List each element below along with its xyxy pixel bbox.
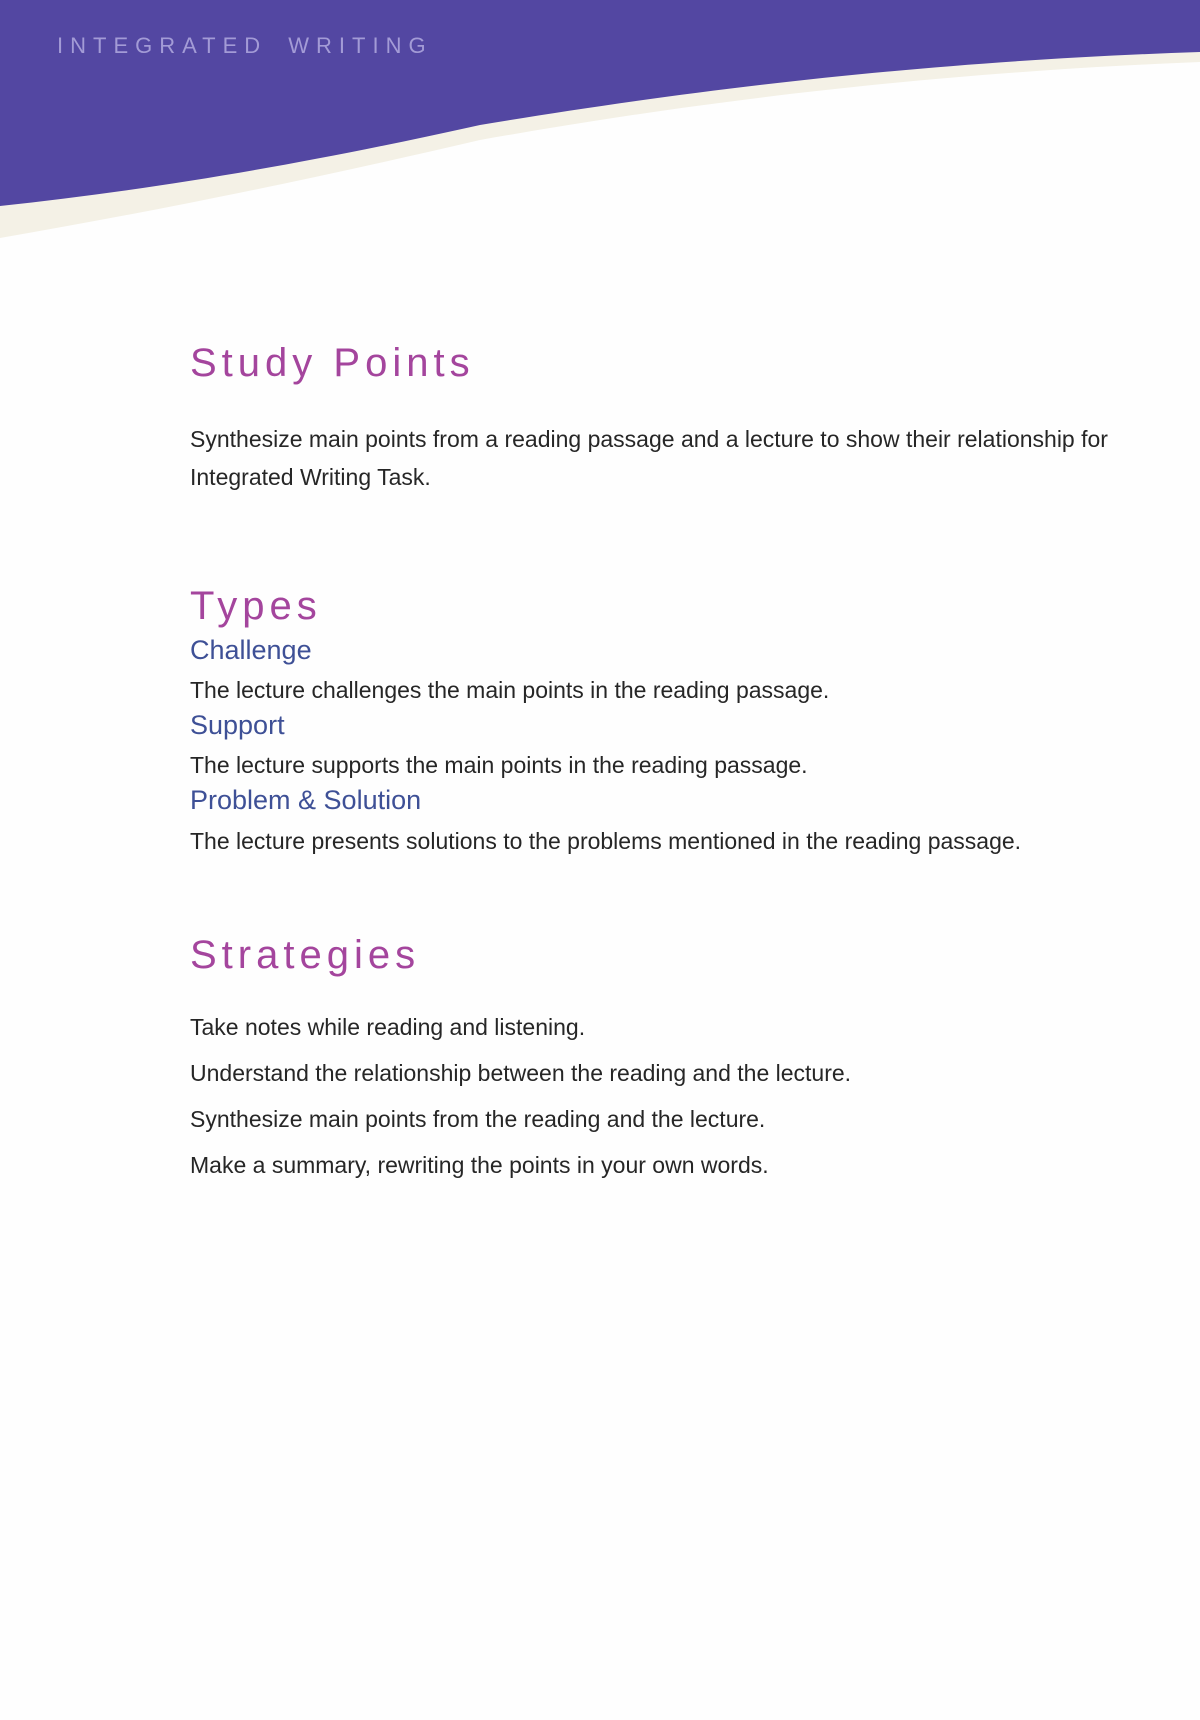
type-label-support: Support: [190, 710, 285, 740]
strategy-item: Take notes while reading and listening.: [190, 1014, 586, 1040]
chapter-eyebrow: INTEGRATED WRITING: [57, 33, 433, 58]
type-description-problem-solution: The lecture presents solutions to the problems mentioned in the reading passage.: [190, 828, 1022, 854]
type-label-problem-solution: Problem & Solution: [190, 785, 422, 815]
type-label-challenge: Challenge: [190, 635, 312, 665]
strategy-item: Synthesize main points from the reading and the lecture.: [190, 1106, 766, 1132]
type-description-support: The lecture supports the main points in the reading passage.: [190, 752, 808, 778]
strategy-item: Understand the relationship between the reading and the lecture.: [190, 1060, 852, 1086]
strategy-list: [190, 1004, 1120, 1188]
types-title: Types: [190, 584, 322, 628]
study-points-body: Synthesize main points from a reading passage and a lecture to show their relationship for Integrated Writing Task.: [190, 426, 1108, 490]
type-description-challenge: The lecture challenges the main points in the reading passage.: [190, 677, 830, 703]
study-points-title: Study Points: [190, 341, 475, 385]
strategy-item: Make a summary, rewriting the points in your own words.: [190, 1152, 769, 1178]
strategies-title: Strategies: [190, 933, 421, 977]
